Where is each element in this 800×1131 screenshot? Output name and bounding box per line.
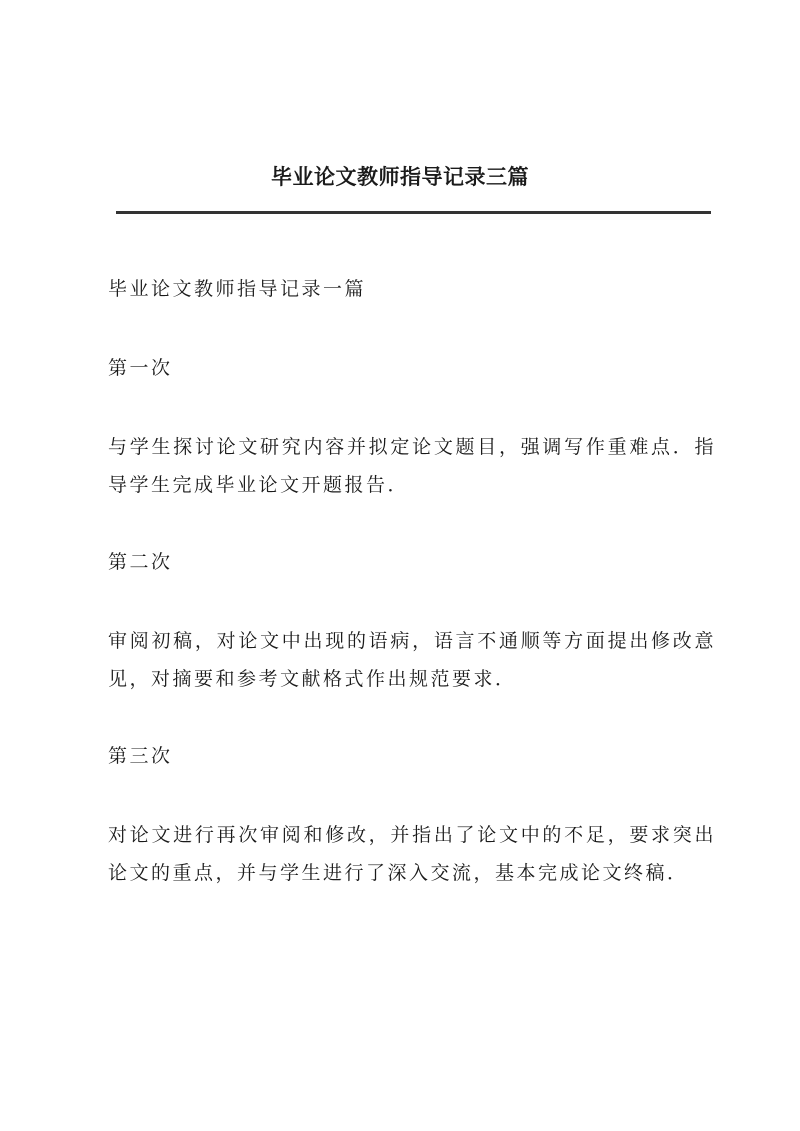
session-heading-3: 第三次: [108, 745, 173, 767]
session-text-3: 对论文进行再次审阅和修改，并指出了论文中的不足，要求突出论文的重点，并与学生进行了深入交流，基本完成论文终稿．: [108, 824, 716, 884]
session-text-2: 审阅初稿，对论文中出现的语病，语言不通顺等方面提出修改意见，对摘要和参考文献格式作出规范要求．: [108, 630, 716, 690]
section-title: 毕业论文教师指导记录一篇: [108, 278, 367, 300]
session-heading-2: 第二次: [108, 551, 173, 573]
session-heading-1: 第一次: [108, 357, 173, 379]
session-text-1: 与学生探讨论文研究内容并拟定论文题目，强调写作重难点．指导学生完成毕业论文开题报告．: [108, 436, 716, 496]
document-body: [108, 270, 716, 892]
document-title: 毕业论文教师指导记录三篇: [271, 164, 529, 189]
title-divider: [116, 211, 711, 214]
